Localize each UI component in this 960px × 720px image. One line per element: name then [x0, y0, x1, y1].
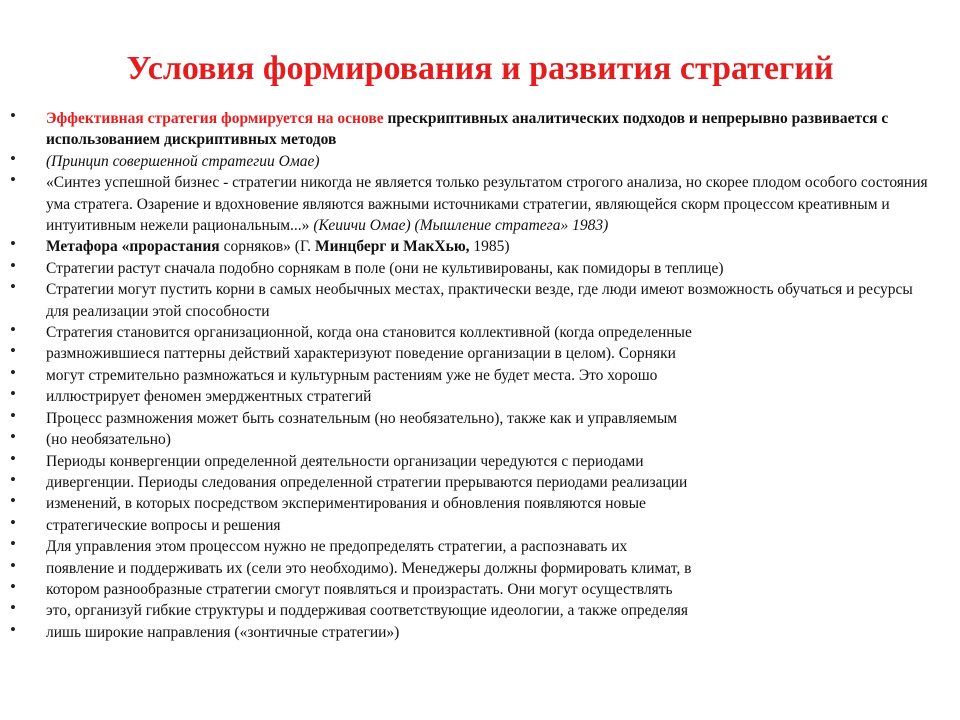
bullet-icon: •	[10, 170, 16, 190]
bullet-icon: •	[10, 405, 16, 425]
bullet-icon: •	[10, 320, 16, 340]
list-item	[10, 512, 936, 536]
item-text: появление и поддерживать их (сели это необходимо). Менеджеры должны формировать климат, в	[46, 559, 692, 577]
bullet-icon: •	[10, 234, 16, 254]
bullet-icon: •	[10, 491, 16, 511]
list-item	[10, 384, 936, 407]
list-item	[10, 534, 936, 557]
list-item	[10, 555, 936, 579]
bullet-icon: •	[10, 619, 16, 639]
item-text: стратегические вопросы и решения	[46, 516, 281, 534]
item-bold-text: Метафора «прорастания	[46, 238, 224, 256]
list-item	[10, 106, 936, 151]
item-authors-text: Минцберг и МакХью,	[314, 238, 474, 256]
item-text: изменений, в которых посредством экспериментирования и обновления появляются новые	[46, 495, 646, 513]
item-highlight-text: Эффективная стратегия формируется на основе	[46, 110, 388, 127]
bullet-icon: •	[10, 469, 16, 489]
bullet-icon: •	[10, 555, 16, 575]
bullet-icon: •	[10, 384, 16, 404]
list-item	[10, 427, 936, 450]
item-text: Периоды конвергенции определенной деятельности организации чередуются с периодами	[46, 452, 644, 470]
item-text: Стратегии растут сначала подобно сорнякам в поле (они не культивированы, как помидоры в теплице)	[46, 259, 724, 277]
item-text: котором разнообразные стратегии смогут появляться и произрастать. Они могут осуществлять	[46, 580, 673, 598]
bullet-icon: •	[10, 362, 16, 382]
bullet-icon: •	[10, 148, 16, 168]
list-item	[10, 341, 936, 364]
bullet-icon: •	[10, 427, 16, 447]
item-year-text: 1985)	[473, 238, 510, 256]
bullet-icon: •	[10, 512, 16, 532]
list-item	[10, 170, 936, 236]
list-item	[10, 491, 936, 514]
list-item	[10, 255, 936, 279]
list-item	[10, 405, 936, 429]
list-item	[10, 362, 936, 386]
bullet-icon: •	[10, 598, 16, 618]
list-item	[10, 598, 936, 621]
item-text: лишь широкие направления («зонтичные стратегии»)	[46, 623, 400, 641]
item-bold-text: прескриптивных аналитических подходов и непрерывно развивается с использованием дискриптивных методов	[46, 110, 889, 149]
item-text: Стратегии могут пустить корни в самых необычных местах, практически везде, где люди имеют возможность обучаться и ресурсы для реализации этой способности	[46, 281, 913, 320]
item-text: иллюстрирует феномен эмерджентных стратегий	[46, 388, 372, 406]
item-text: Для управления этом процессом нужно не предопределять стратегии, а распознавать их	[46, 538, 628, 556]
item-italic-text: (Принцип совершенной стратегии Омае)	[46, 152, 320, 170]
bullet-icon: •	[10, 576, 16, 596]
list-item	[10, 320, 936, 343]
bullet-list	[10, 106, 936, 643]
list-item	[10, 234, 936, 257]
bullet-icon: •	[10, 106, 16, 125]
list-item	[10, 448, 936, 472]
list-item	[10, 148, 936, 172]
list-item	[10, 277, 936, 322]
item-text: это, организуй гибкие структуры и поддерживая соответствующие идеологии, а также определяя	[46, 602, 689, 620]
list-item	[10, 576, 936, 600]
item-text: (но необязательно)	[46, 431, 171, 449]
item-text: дивергенции. Периоды следования определенной стратегии прерываются периодами реализации	[46, 473, 688, 491]
bullet-icon: •	[10, 534, 16, 554]
item-text: могут стремительно размножаться и культурным растениям уже не будет места. Это хорошо	[46, 366, 658, 384]
item-text: сорняков» (Г.	[223, 238, 315, 256]
bullet-icon: •	[10, 255, 16, 275]
item-text: Процесс размножения может быть сознательным (но необязательно), также как и управляемым	[46, 409, 678, 427]
bullet-icon: •	[10, 341, 16, 361]
item-quote-text: «Синтез успешной бизнес - стратегии никогда не является только результатом строгого анализа, но скорее плодом особого состояния ума стратега. Озарение и вдохновение являются важными источниками стратегии, являющейся скорм процессом креативным и интуитивным нежели рациональным...»	[46, 174, 928, 235]
item-citation-text: (Кеиичи Омае) (Мышление стратега» 1983)	[313, 217, 609, 235]
bullet-icon: •	[10, 448, 16, 468]
list-item	[10, 619, 936, 643]
item-text: размножившиеся паттерны действий характеризуют поведение организации в целом). Сорняки	[46, 345, 676, 363]
bullet-icon: •	[10, 277, 16, 297]
item-text: Стратегия становится организационной, когда она становится коллективной (когда определенные	[46, 324, 692, 342]
slide-title: Условия формирования и развития стратегий	[126, 50, 834, 87]
list-item	[10, 469, 936, 493]
